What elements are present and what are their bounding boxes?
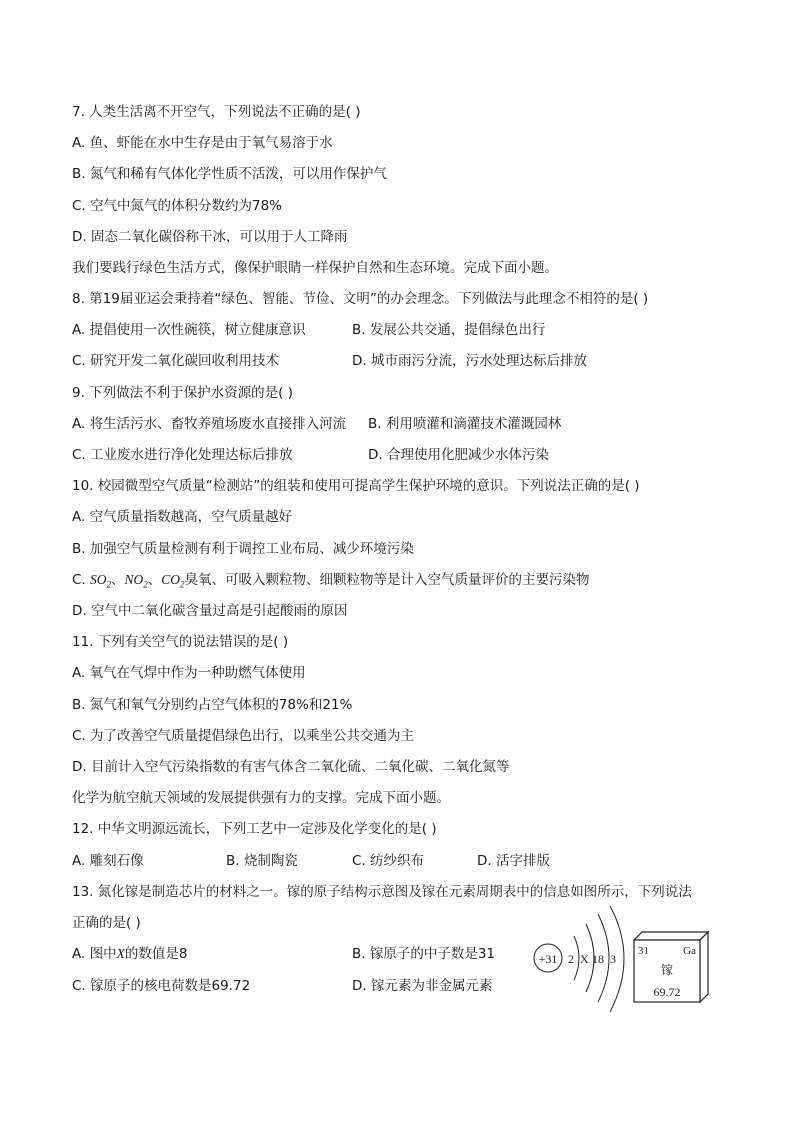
q7-stem: 7. 人类生活离不开空气，下列说法不正确的是( )	[72, 104, 361, 120]
q13-option-d: D. 镓元素为非金属元素	[352, 978, 493, 994]
atomic-structure-diagram	[534, 906, 624, 1012]
q11-option-a: A. 氧气在气焊中作为一种助燃气体使用	[72, 665, 306, 681]
q9-option-c: C. 工业废水进行净化处理达标后排放	[72, 447, 293, 463]
q8-option-b: B. 发展公共交通，提倡绿色出行	[352, 322, 546, 338]
q13-stem-line2: 正确的是( )	[72, 915, 141, 931]
q9-option-d: D. 合理使用化肥减少水体污染	[368, 447, 549, 463]
formula-co2: $CO_2$	[161, 572, 185, 590]
q12-option-b: B. 烧制陶瓷	[226, 853, 298, 869]
q11-stem: 11. 下列有关空气的说法错误的是( )	[72, 634, 289, 650]
q10-option-a: A. 空气质量指数越高，空气质量越好	[72, 509, 293, 525]
q7-option-d: D. 固态二氧化碳俗称干冰，可以用于人工降雨	[72, 229, 348, 245]
q8-option-c: C. 研究开发二氧化碳回收利用技术	[72, 353, 280, 369]
q11-option-c: C. 为了改善空气质量提倡绿色出行，以乘坐公共交通为主	[72, 728, 415, 744]
shell-electrons-3: 18	[592, 952, 604, 966]
q10-option-b: B. 加强空气质量检测有利于调控工业布局、减少环境污染	[72, 541, 414, 557]
atomic-mass: 69.72	[653, 985, 681, 999]
q9-stem: 9. 下列做法不利于保护水资源的是( )	[72, 385, 293, 401]
q12-option-a: A. 雕刻石像	[72, 853, 144, 869]
q12-stem: 12. 中华文明源远流长，下列工艺中一定涉及化学变化的是( )	[72, 821, 437, 837]
periodic-table-cell	[634, 932, 708, 1002]
q11-option-d: D. 目前计入空气污染指数的有害气体含二氧化硫、二氧化碳、二氧化氮等	[72, 759, 510, 775]
q12-option-d: D. 活字排版	[477, 853, 550, 869]
q13-stem-line1: 13. 氮化镓是制造芯片的材料之一。镓的原子结构示意图及镓在元素周期表中的信息如图所示，下列说法	[72, 884, 692, 900]
q8-option-d: D. 城市雨污分流，污水处理达标后排放	[352, 353, 587, 369]
q12-option-c: C. 纺纱织布	[352, 853, 425, 869]
q7-option-b: B. 氮气和稀有气体化学性质不活泼，可以用作保护气	[72, 166, 387, 182]
formula-so2: $SO_2$	[90, 572, 112, 590]
gallium-figure	[528, 906, 718, 1024]
nucleus-charge: +31	[538, 952, 558, 966]
q10-option-c: C. $SO_2$、$NO_2$、$CO_2$臭氧、可吸入颗粒物、细颗粒物等是计入空气质量评价的主要污染物	[72, 572, 590, 590]
q8-stem: 8. 第19届亚运会秉持着“绿色、智能、节俭、文明”的办会理念。下列做法与此理念不相符的是( )	[72, 291, 649, 307]
element-symbol: Ga	[683, 945, 696, 957]
q10-stem: 10. 校园微型空气质量“检测站”的组装和使用可提高学生保护环境的意识。下列说法正确的是( )	[72, 478, 640, 494]
atomic-number: 31	[638, 945, 649, 957]
shell-electrons-4: 3	[610, 952, 616, 966]
q11-option-b: B. 氮气和氧气分别约占空气体积的78%和21%	[72, 697, 353, 713]
intro-green-life: 我们要践行绿色生活方式，像保护眼睛一样保护自然和生态环境。完成下面小题。	[72, 260, 558, 276]
q8-option-a: A. 提倡使用一次性碗筷，树立健康意识	[72, 322, 306, 338]
q13-option-a: A. 图中X的数值是8	[72, 946, 188, 962]
shell-electrons-1: 2	[568, 952, 574, 966]
q10-option-d: D. 空气中二氧化碳含量过高是引起酸雨的原因	[72, 603, 348, 619]
q9-option-b: B. 利用喷灌和滴灌技术灌溉园林	[368, 416, 562, 432]
q7-option-a: A. 鱼、虾能在水中生存是由于氧气易溶于水	[72, 135, 333, 151]
shell-arc-1	[574, 936, 579, 980]
q9-option-a: A. 将生活污水、畜牧养殖场废水直接排入河流	[72, 416, 347, 432]
q13-option-b: B. 镓原子的中子数是31	[352, 946, 496, 962]
formula-no2: $NO_2$	[124, 572, 148, 590]
element-name: 镓	[660, 963, 674, 977]
q7-option-c: C. 空气中氮气的体积分数约为78%	[72, 198, 283, 214]
q13-option-c: C. 镓原子的核电荷数是69.72	[72, 978, 251, 994]
shell-electrons-x: X	[580, 952, 589, 966]
intro-aerospace: 化学为航空航天领域的发展提供强有力的支撑。完成下面小题。	[72, 790, 450, 806]
